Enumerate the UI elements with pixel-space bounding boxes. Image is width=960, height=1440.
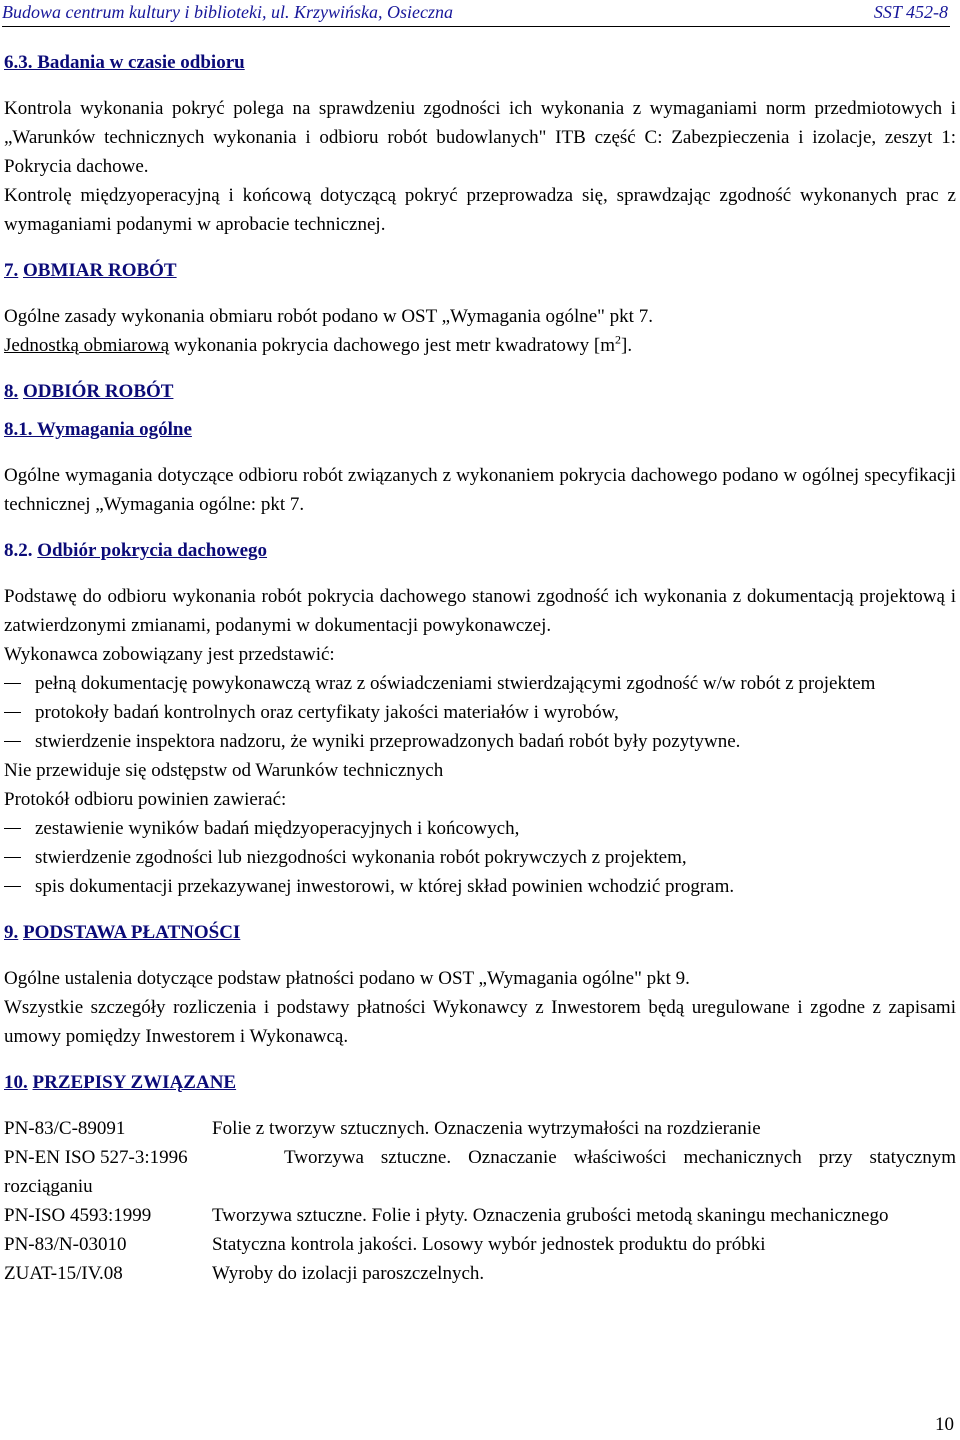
section-9-paragraph-1: Ogólne ustalenia dotyczące podstaw płatności podano w OST „Wymagania ogólne" pkt 9. bbox=[4, 968, 690, 989]
list-item: protokoły badań kontrolnych oraz certyfikaty jakości materiałów i wyrobów, bbox=[4, 698, 956, 727]
section-9-heading: 9. PODSTAWA PŁATNOŚCI bbox=[4, 922, 241, 943]
section-6-3-paragraph-2: Kontrolę międzyoperacyjną i końcową dotyczącą pokryć przeprowadza się, sprawdzając zgodność wykonanych prac z wymaganiami podanymi w aprobacie technicznej. bbox=[4, 185, 956, 235]
section-8-1-heading: 8.1. Wymagania ogólne bbox=[4, 419, 192, 440]
standard-code: PN-ISO 4593:1999 bbox=[4, 1205, 152, 1226]
page-header bbox=[2, 0, 950, 27]
standard-row bbox=[4, 1230, 956, 1259]
section-8-2-paragraph-3: Nie przewiduje się odstępstw od Warunków technicznych bbox=[4, 760, 444, 781]
list-item: zestawienie wyników badań międzyoperacyjnych i końcowych, bbox=[4, 814, 956, 843]
measurement-unit-term: Jednostką obmiarową bbox=[4, 335, 170, 356]
list-item: stwierdzenie zgodności lub niezgodności wykonania robót pokrywczych z projektem, bbox=[4, 843, 956, 872]
standard-code: PN-83/N-03010 bbox=[4, 1234, 127, 1255]
section-7-paragraph-1: Ogólne zasady wykonania obmiaru robót podano w OST „Wymagania ogólne" pkt 7. bbox=[4, 306, 653, 327]
standard-code: ZUAT-15/IV.08 bbox=[4, 1263, 123, 1284]
section-8-2-paragraph-4: Protokół odbioru powinien zawierać: bbox=[4, 789, 287, 810]
header-doc-code: SST 452-8 bbox=[873, 2, 948, 22]
standard-description: Folie z tworzyw sztucznych. Oznaczenia wytrzymałości na rozdzieranie bbox=[212, 1118, 761, 1139]
list-item: spis dokumentacji przekazywanej inwestorowi, w której skład powinien wchodzić program. bbox=[4, 872, 956, 901]
standards-list bbox=[4, 1114, 956, 1288]
section-9-paragraph-2: Wszystkie szczegóły rozliczenia i podstawy płatności Wykonawcy z Inwestorem będą uregulowane i zgodne z zapisami umowy pomiędzy Inwestorem i Wykonawcą. bbox=[4, 997, 956, 1047]
section-10-heading: 10. PRZEPISY ZWIĄZANE bbox=[4, 1072, 237, 1093]
list-item: stwierdzenie inspektora nadzoru, że wyniki przeprowadzonych badań robót były pozytywne. bbox=[4, 727, 956, 756]
section-6-3-paragraph-1: Kontrola wykonania pokryć polega na sprawdzeniu zgodności ich wykonania z wymaganiami norm przedmiotowych i „Warunków technicznych wykonania i odbioru robót budowlanych" ITB część C: Zabezpieczenia i izolacje, zeszyt 1: Pokrycia dachowe. bbox=[4, 98, 956, 177]
section-8-2-paragraph-1: Podstawę do odbioru wykonania robót pokrycia dachowego stanowi zgodność ich wykonania z dokumentacją projektową i zatwierdzonymi zmianami, podanymi w dokumentacji powykonawczej. bbox=[4, 586, 956, 636]
standard-row bbox=[4, 1114, 956, 1143]
list-item: pełną dokumentację powykonawczą wraz z oświadczeniami stwierdzającymi zgodność w/w robót z projektem bbox=[4, 669, 956, 698]
standard-row bbox=[4, 1201, 956, 1230]
standard-code: PN-83/C-89091 bbox=[4, 1118, 126, 1139]
standard-code: PN-EN ISO 527-3:1996 bbox=[4, 1147, 188, 1168]
standard-description: Tworzywa sztuczne. Oznaczanie właściwości mechanicznych przy statycznym rozciąganiu bbox=[4, 1147, 956, 1197]
standard-row bbox=[4, 1259, 956, 1288]
standard-description: Statyczna kontrola jakości. Losowy wybór jednostek produktu do próbki bbox=[212, 1234, 766, 1255]
section-8-2-paragraph-2: Wykonawca zobowiązany jest przedstawić: bbox=[4, 644, 335, 665]
header-title: Budowa centrum kultury i biblioteki, ul. Krzywińska, Osieczna bbox=[2, 2, 453, 22]
section-8-heading: 8. ODBIÓR ROBÓT bbox=[4, 381, 174, 402]
standard-row bbox=[4, 1143, 956, 1201]
section-8-2-heading: 8.2. Odbiór pokrycia dachowego bbox=[4, 540, 268, 561]
contractor-documents-list bbox=[4, 669, 956, 756]
section-6-3-heading: 6.3. Badania w czasie odbioru bbox=[4, 52, 245, 73]
page-number: 10 bbox=[935, 1414, 954, 1435]
section-7-heading: 7. OBMIAR ROBÓT bbox=[4, 260, 177, 281]
section-8-1-paragraph: Ogólne wymagania dotyczące odbioru robót związanych z wykonaniem pokrycia dachowego podano w ogólnej specyfikacji technicznej „Wymagania ogólne: pkt 7. bbox=[4, 465, 956, 515]
acceptance-protocol-list bbox=[4, 814, 956, 901]
standard-description: Tworzywa sztuczne. Folie i płyty. Oznaczenia grubości metodą skaningu mechanicznego bbox=[212, 1205, 889, 1226]
section-7-paragraph-2: Jednostką obmiarową wykonania pokrycia dachowego jest metr kwadratowy $[m^2]$. bbox=[4, 332, 633, 356]
document-body bbox=[4, 48, 956, 1288]
standard-description: Wyroby do izolacji paroszczelnych. bbox=[212, 1263, 485, 1284]
